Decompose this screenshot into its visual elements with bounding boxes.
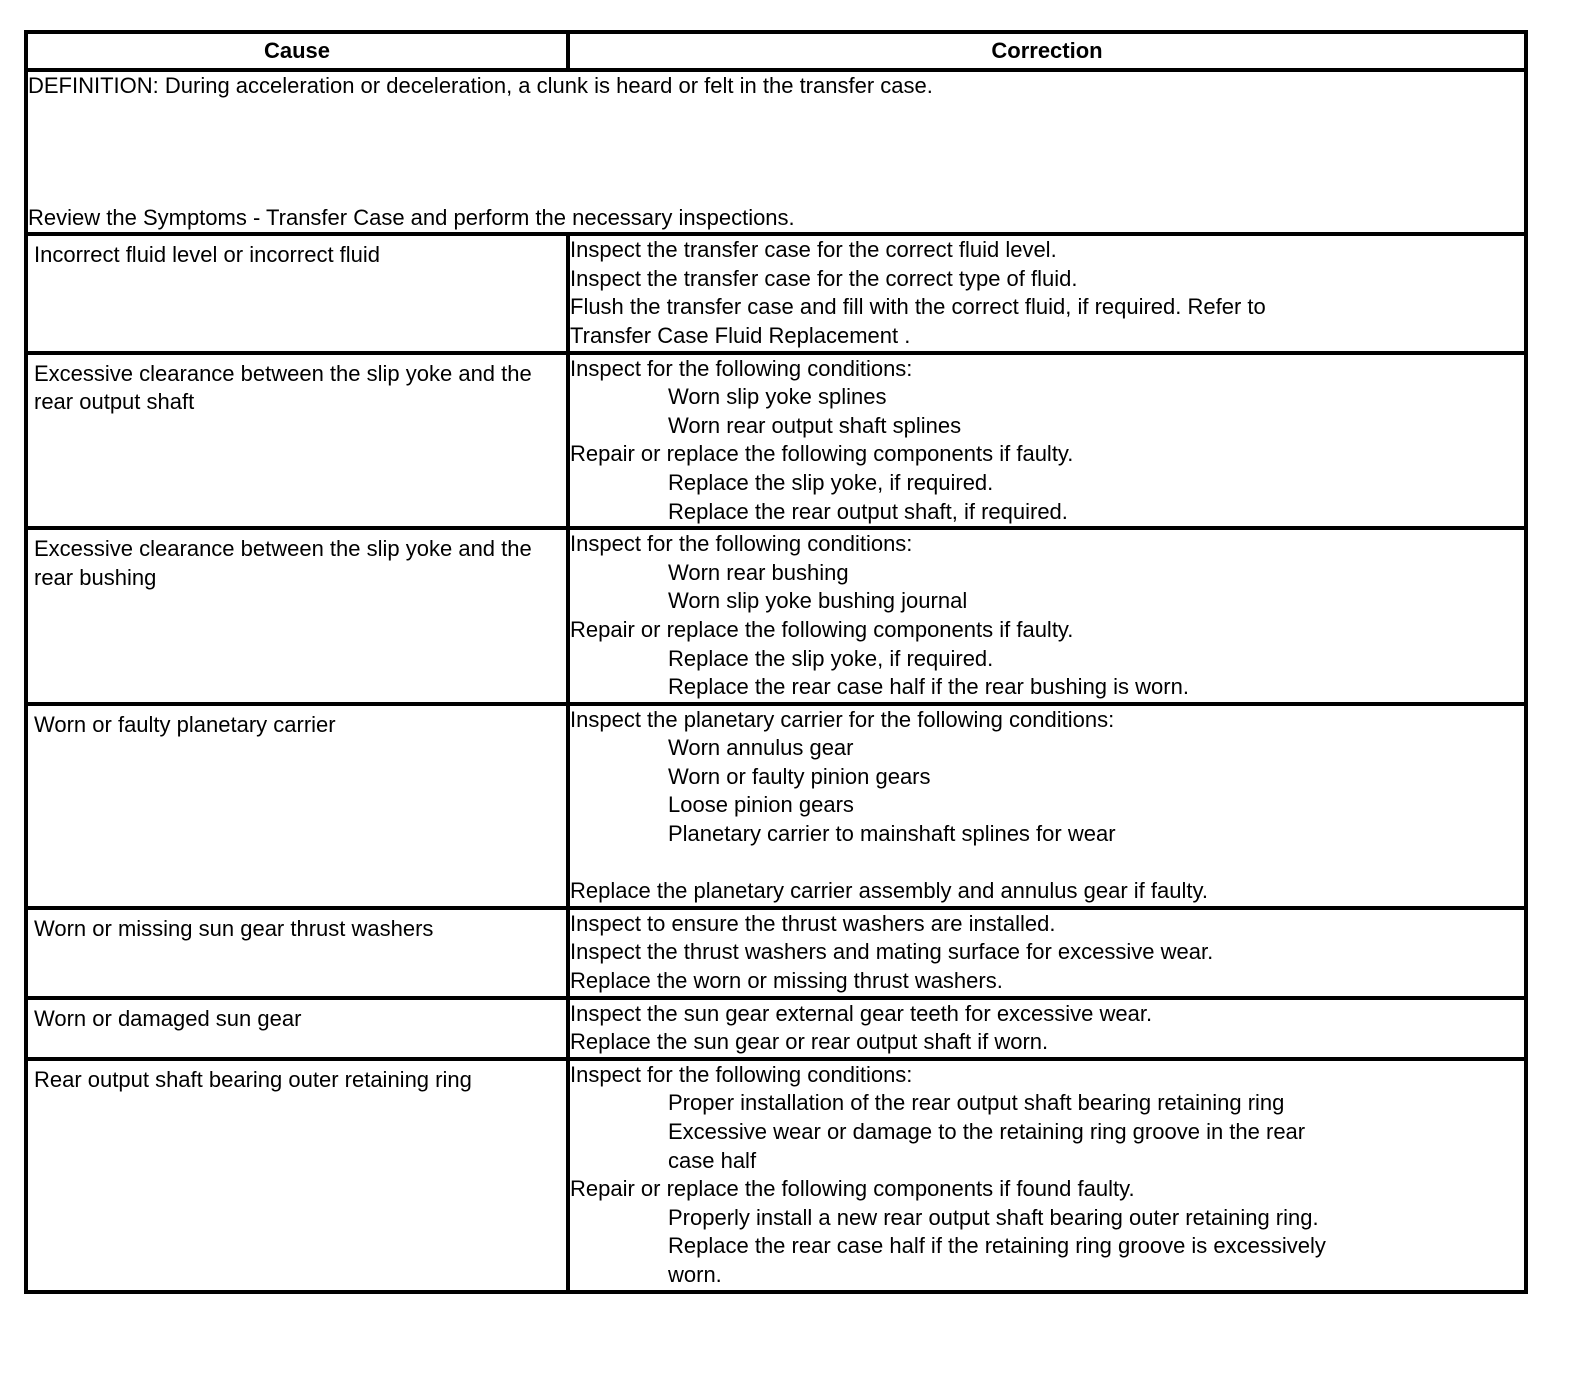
table-row (26, 908, 1526, 998)
correction-line: Inspect the sun gear external gear teeth for excessive wear. (570, 1000, 1153, 1026)
correction-header: Correction (568, 32, 1526, 70)
diagnostic-table (24, 30, 1528, 1294)
cause-text: Excessive clearance between the slip yoke and the rear bushing (34, 536, 532, 590)
correction-subline: Worn annulus gear (668, 735, 854, 761)
correction-subline: Replace the rear output shaft, if required. (668, 498, 1068, 524)
correction-line: Transfer Case Fluid Replacement . (570, 322, 911, 348)
correction-subline: Replace the slip yoke, if required. (668, 469, 994, 495)
correction-subline: Proper installation of the rear output shaft bearing retaining ring (668, 1090, 1285, 1116)
correction-subline: Properly install a new rear output shaft bearing outer retaining ring. (668, 1204, 1319, 1230)
correction-subline: Worn slip yoke splines (668, 384, 887, 410)
correction-subline: Replace the rear case half if the rear bushing is worn. (668, 674, 1189, 700)
correction-cell (568, 234, 1526, 352)
cause-cell (26, 528, 568, 704)
correction-subline: Excessive wear or damage to the retaining ring groove in the rear (668, 1119, 1306, 1144)
correction-subline: Replace the slip yoke, if required. (668, 645, 994, 671)
correction-cell (568, 704, 1526, 908)
cause-text: Worn or faulty planetary carrier (34, 711, 336, 737)
definition-row (26, 70, 1526, 234)
correction-line: Inspect the transfer case for the correct fluid level. (570, 237, 1057, 263)
correction-line: Inspect for the following conditions: (570, 355, 913, 381)
correction-subline: worn. (668, 1261, 722, 1287)
correction-subline: Loose pinion gears (668, 792, 854, 818)
table-row (26, 528, 1526, 704)
cause-text: Incorrect fluid level or incorrect fluid (34, 242, 381, 268)
header-row (26, 32, 1526, 70)
correction-line: Inspect the planetary carrier for the following conditions: (570, 706, 1115, 732)
cause-cell (26, 704, 568, 908)
correction-line: Inspect the thrust washers and mating surface for excessive wear. (570, 939, 1214, 965)
correction-subline: case half (668, 1147, 757, 1173)
correction-cell (568, 528, 1526, 704)
correction-subline: Worn slip yoke bushing journal (668, 588, 968, 614)
cause-text: Worn or missing sun gear thrust washers (34, 915, 434, 941)
correction-line: Inspect to ensure the thrust washers are installed. (570, 910, 1056, 936)
correction-subline: Replace the rear case half if the retaining ring groove is excessively (668, 1233, 1326, 1259)
correction-line: Repair or replace the following components if found faulty. (570, 1176, 1135, 1202)
correction-line: Replace the sun gear or rear output shaft if worn. (570, 1029, 1049, 1055)
table-row (26, 353, 1526, 529)
correction-line: Flush the transfer case and fill with the correct fluid, if required. Refer to (570, 294, 1266, 320)
review-text: Review the Symptoms - Transfer Case and perform the necessary inspections. (28, 204, 795, 230)
correction-subline: Planetary carrier to mainshaft splines for wear (668, 821, 1116, 847)
correction-cell (568, 908, 1526, 998)
definition-cell (26, 70, 1526, 234)
cause-cell (26, 908, 568, 998)
correction-line: Repair or replace the following components if faulty. (570, 441, 1074, 467)
cause-text: Excessive clearance between the slip yoke and the rear output shaft (34, 360, 532, 415)
correction-line: Replace the worn or missing thrust washers. (570, 968, 1003, 994)
correction-subline: Worn rear bushing (668, 559, 849, 585)
correction-cell (568, 353, 1526, 529)
correction-subline: Worn or faulty pinion gears (668, 763, 931, 789)
table-row (26, 998, 1526, 1059)
correction-cell (568, 998, 1526, 1059)
cause-cell (26, 353, 568, 529)
cause-text: Worn or damaged sun gear (34, 1005, 302, 1031)
table-row (26, 704, 1526, 908)
definition-text: DEFINITION: During acceleration or deceleration, a clunk is heard or felt in the transfer case. (28, 73, 933, 98)
correction-line: Inspect the transfer case for the correct type of fluid. (570, 265, 1078, 291)
table-row (26, 1059, 1526, 1292)
correction-line: Inspect for the following conditions: (570, 1061, 913, 1087)
cause-text: Rear output shaft bearing outer retaining ring (34, 1066, 472, 1092)
correction-line: Replace the planetary carrier assembly and annulus gear if faulty. (570, 878, 1208, 904)
cause-cell (26, 1059, 568, 1292)
cause-cell (26, 234, 568, 352)
correction-line: Inspect for the following conditions: (570, 531, 913, 557)
table-row (26, 234, 1526, 352)
cause-cell (26, 998, 568, 1059)
correction-cell (568, 1059, 1526, 1292)
correction-line: Repair or replace the following components if faulty. (570, 616, 1074, 642)
correction-subline: Worn rear output shaft splines (668, 412, 962, 438)
cause-header: Cause (26, 32, 568, 70)
